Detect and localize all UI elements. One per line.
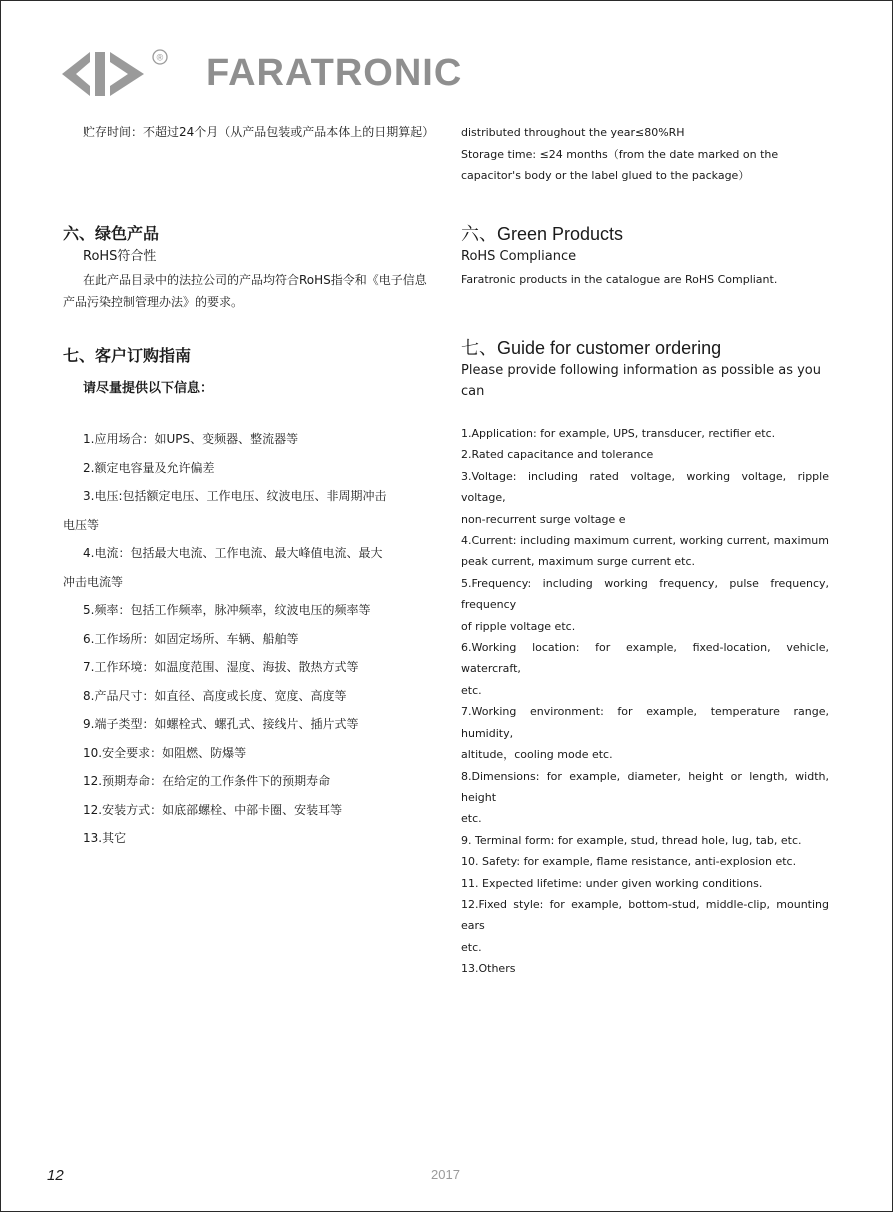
list-item: 1.Application: for example, UPS, transducer, rectifier etc. bbox=[461, 427, 776, 440]
list-item: 8.产品尺寸：如直径、高度或长度、宽度、高度等 bbox=[83, 688, 347, 703]
list-item: peak current, maximum surge current etc. bbox=[461, 555, 696, 569]
list-item: 8.Dimensions: for example, diameter, height or length, width, height bbox=[461, 769, 829, 804]
list-item: 13.Others bbox=[461, 962, 516, 976]
list-item: 11. Expected lifetime: under given working conditions. bbox=[461, 876, 763, 890]
left-storage-block bbox=[63, 122, 433, 144]
footer-year: 2017 bbox=[431, 1167, 460, 1182]
list-item: 3.Voltage: including rated voltage, working voltage, ripple voltage, bbox=[461, 469, 829, 505]
list-item: 5.Frequency: including working frequency, pulse frequency, frequency bbox=[461, 576, 829, 612]
list-item: 12.安装方式：如底部螺栓、中部卡圈、安装耳等 bbox=[83, 802, 343, 817]
right-order-block bbox=[461, 337, 829, 402]
registered-mark: ® bbox=[156, 52, 164, 63]
order-list-en bbox=[461, 423, 829, 980]
list-item: 4.电流：包括最大电流、工作电流、最大峰值电流、最大 bbox=[83, 546, 383, 560]
list-item: 6.工作场所：如固定场所、车辆、船舶等 bbox=[83, 631, 299, 646]
green-heading-cn: 六、绿色产品 bbox=[63, 224, 160, 243]
right-storage-block bbox=[461, 122, 829, 187]
order-sub-en: Please provide following information as possible as you can bbox=[461, 363, 821, 399]
list-item: 9. Terminal form: for example, stud, thread hole, lug, tab, etc. bbox=[461, 833, 802, 847]
humidity-text-en: distributed throughout the year≤80%RH bbox=[461, 126, 685, 139]
storage-text-cn: 贮存时间：不超过24个月（从产品包装或产品本体上的日期算起） bbox=[83, 125, 435, 139]
list-item: 7.工作环境：如温度范围、湿度、海拔、散热方式等 bbox=[83, 660, 359, 674]
order-heading-en: 七、Guide for customer ordering bbox=[461, 338, 722, 358]
page-number: 12 bbox=[47, 1167, 64, 1184]
storage-text-en: Storage time: ≤24 months（from the date marked on the capacitor's body or the label glued to the package） bbox=[461, 147, 779, 182]
faratronic-logo bbox=[62, 48, 197, 100]
list-item: 13.其它 bbox=[83, 831, 127, 845]
list-item: non-recurrent surge voltage e bbox=[461, 512, 626, 526]
order-list-cn bbox=[63, 425, 433, 853]
list-item: of ripple voltage etc. bbox=[461, 619, 576, 633]
list-item: 12.预期寿命：在给定的工作条件下的预期寿命 bbox=[83, 774, 331, 788]
list-item: etc. bbox=[461, 940, 482, 954]
rohs-sub-cn: RoHS符合性 bbox=[83, 249, 157, 264]
rohs-text-en: Faratronic products in the catalogue are RoHS Compliant. bbox=[461, 273, 778, 286]
list-item: etc. bbox=[461, 812, 482, 826]
list-item: 10.安全要求：如阻燃、防爆等 bbox=[83, 745, 247, 760]
list-item: 5.频率：包括工作频率，脉冲频率，纹波电压的频率等 bbox=[83, 603, 371, 617]
right-green-block bbox=[461, 223, 829, 291]
list-item: altitude，cooling mode etc. bbox=[461, 748, 613, 762]
order-heading-cn: 七、客户订购指南 bbox=[63, 346, 192, 365]
left-green-block bbox=[63, 223, 433, 313]
order-sub-cn: 请尽量提供以下信息： bbox=[83, 381, 214, 396]
list-item: 电压等 bbox=[63, 517, 100, 532]
green-heading-en: 六、Green Products bbox=[461, 224, 624, 244]
list-item: 12.Fixed style: for example, bottom-stud, middle-clip, mounting ears bbox=[461, 897, 829, 933]
list-item: etc. bbox=[461, 683, 482, 697]
list-item: 7.Working environment: for example, temperature range, humidity, bbox=[461, 705, 829, 740]
list-item: 1.应用场合：如UPS、变频器、整流器等 bbox=[83, 432, 299, 446]
list-item: 2.Rated capacitance and tolerance bbox=[461, 448, 654, 462]
brand-name: FARATRONIC bbox=[206, 52, 463, 94]
rohs-text-cn: 在此产品目录中的法拉公司的产品均符合RoHS指令和《电子信息产品污染控制管理办法》的要求。 bbox=[63, 273, 427, 309]
left-order-block bbox=[63, 345, 433, 399]
list-item: 2.额定电容量及允许偏差 bbox=[83, 460, 215, 475]
list-item: 10. Safety: for example, flame resistance, anti-explosion etc. bbox=[461, 855, 797, 869]
list-item: 冲击电流等 bbox=[63, 574, 124, 589]
list-item: 9.端子类型：如螺栓式、螺孔式、接线片、插片式等 bbox=[83, 717, 359, 731]
list-item: 4.Current: including maximum current, working current, maximum bbox=[461, 534, 829, 548]
list-item: 3.电压:包括额定电压、工作电压、纹波电压、非周期冲击 bbox=[83, 489, 387, 503]
list-item: 6.Working location: for example, fixed-location, vehicle, watercraft, bbox=[461, 641, 829, 676]
rohs-sub-en: RoHS Compliance bbox=[461, 249, 577, 264]
